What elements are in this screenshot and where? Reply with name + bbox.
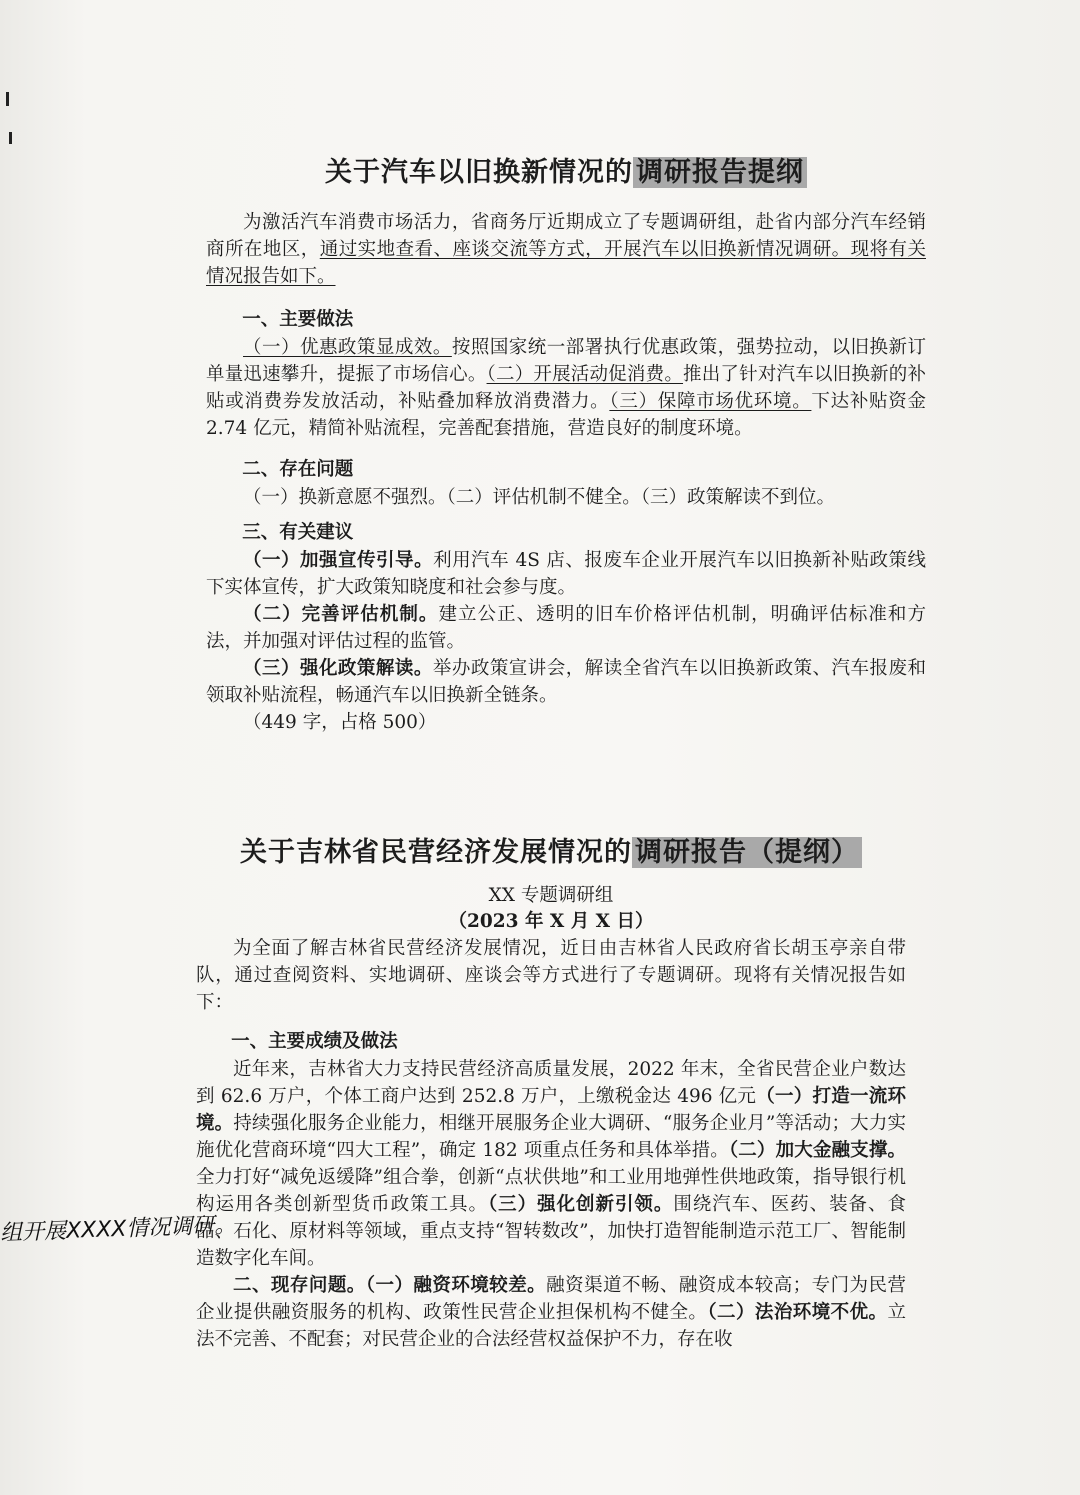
report-1-para-2: （一）换新意愿不强烈。（二）评估机制不健全。（三）政策解读不到位。 xyxy=(243,487,836,508)
report-2 xyxy=(196,830,906,1353)
report-1-heading-2: 二、存在问题 xyxy=(242,459,354,480)
report-2-date: （2023 年 X 月 X 日） xyxy=(448,911,654,932)
report-2-group: XX 专题调研组 xyxy=(488,885,614,906)
report-2-title: 关于吉林省民营经济发展情况的 调研报告（提纲） xyxy=(196,830,906,869)
report-2-heading-1: 一、主要成绩及做法 xyxy=(231,1031,398,1052)
report-1-heading-1: 一、主要做法 xyxy=(242,309,354,330)
report-1-intro: 为激活汽车消费市场活力，省商务厅近期成立了专题调研组，赴省内部分汽车经销商所在地区，通过实地查看、座谈交流等方式，开展汽车以旧换新情况调研。现将有关情况报告如下。 xyxy=(206,212,926,287)
margin-mark xyxy=(9,132,12,144)
margin-mark xyxy=(6,92,9,106)
report-1-suggestion-2: （二）完善评估机制。建立公正、透明的旧车价格评估机制，明确评估标准和方法，并加强对评估过程的监管。 xyxy=(206,604,926,652)
report-1-title: 关于汽车以旧换新情况的 调研报告提纲 xyxy=(206,150,926,189)
report-2-intro: 为全面了解吉林省民营经济发展情况，近日由吉林省人民政府省长胡玉亭亲自带队，通过查阅资料、实地调研、座谈会等方式进行了专题调研。现将有关情况报告如下： xyxy=(196,938,906,1013)
handwritten-note: 组开展XXXX情况调研。 xyxy=(0,1212,237,1247)
report-1-heading-3: 三、有关建议 xyxy=(242,522,354,543)
report-1-suggestion-3: （三）强化政策解读。举办政策宣讲会，解读全省汽车以旧换新政策、汽车报废和领取补贴流程，畅通汽车以旧换新全链条。 xyxy=(206,658,926,706)
report-1 xyxy=(206,150,926,736)
report-1-word-count: （449 字，占格 500） xyxy=(243,712,437,733)
report-2-para-1: 近年来，吉林省大力支持民营经济高质量发展，2022 年末，全省民营企业户数达到 62.6 万户，个体工商户达到 252.8 万户，上缴税金达 496 亿元（一）打造一流环境。持续强化服务企业能力，相继开展服务企业大调研、“服务企业月”等活动；大力实施优化营商环境“四大工程”，确定 182 项重点任务和具体举措。（二）加大金融支撑。全力打好“减免返缓降”组合拳，创新“点状供地”和工业用地弹性供地政策，指导银行机构运用各类创新型货币政策工具。（三）强化创新引领。围绕汽车、医药、装备、食品、石化、原材料等领域，重点支持“智转数改”，加快打造智能制造示范工厂、智能制造数字化车间。 xyxy=(196,1059,906,1269)
report-1-para-1: （一）优惠政策显成效。按照国家统一部署执行优惠政策，强势拉动，以旧换新订单量迅速攀升，提振了市场信心。（二）开展活动促消费。推出了针对汽车以旧换新的补贴或消费券发放活动，补贴叠加释放消费潜力。（三）保障市场优环境。下达补贴资金 2.74 亿元，精简补贴流程，完善配套措施，营造良好的制度环境。 xyxy=(206,337,926,439)
report-2-para-2: 二、现存问题。（一）融资环境较差。融资渠道不畅、融资成本较高；专门为民营企业提供融资服务的机构、政策性民营企业担保机构不健全。（二）法治环境不优。立法不完善、不配套；对民营企业的合法经营权益保护不力，存在收 xyxy=(196,1275,906,1350)
report-1-suggestion-1: （一）加强宣传引导。利用汽车 4S 店、报废车企业开展汽车以旧换新补贴政策线下实体宣传，扩大政策知晓度和社会参与度。 xyxy=(206,550,926,598)
